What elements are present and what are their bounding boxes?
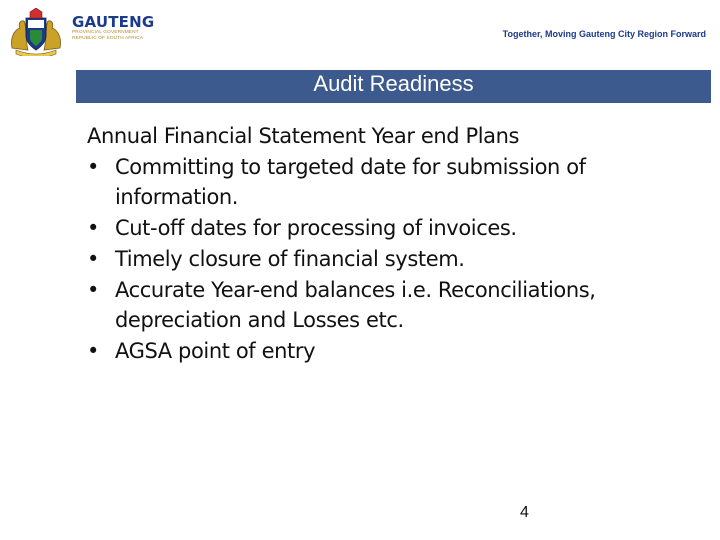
bullet-item xyxy=(87,213,687,244)
bullet-text: Committing to targeted date for submission of information. xyxy=(115,154,586,210)
header-slogan: Together, Moving Gauteng City Region Forward xyxy=(502,29,706,39)
coat-of-arms-icon xyxy=(8,8,64,56)
brand-block xyxy=(72,14,162,41)
slide-header xyxy=(0,0,720,62)
brand-subtitle-line-2: REPUBLIC OF SOUTH AFRICA xyxy=(72,35,144,41)
bullet-icon: • xyxy=(87,154,99,179)
bullet-text: Accurate Year-end balances i.e. Reconciliations, depreciation and Losses etc. xyxy=(115,277,596,333)
slide-title: Audit Readiness xyxy=(313,71,474,96)
bullet-item xyxy=(87,244,687,275)
bullet-item xyxy=(87,152,687,213)
bullet-icon: • xyxy=(87,338,99,363)
bullet-icon: • xyxy=(87,277,99,302)
slide-title-bar xyxy=(76,70,711,103)
bullet-text: Cut-off dates for processing of invoices. xyxy=(115,216,517,241)
bullet-item xyxy=(87,336,687,367)
bullet-text: AGSA point of entry xyxy=(115,338,316,363)
bullet-item xyxy=(87,275,687,336)
page-number: 4 xyxy=(520,504,529,521)
slide-body xyxy=(87,121,687,367)
intro-text: Annual Financial Statement Year end Plans xyxy=(87,124,520,148)
bullet-icon: • xyxy=(87,216,99,241)
brand-name: GAUTENG xyxy=(72,13,155,31)
bullet-list xyxy=(87,152,687,367)
brand-subtitle-line-1: PROVINCIAL GOVERNMENT xyxy=(72,30,139,35)
bullet-text: Timely closure of financial system. xyxy=(115,246,465,271)
bullet-icon: • xyxy=(87,246,99,271)
